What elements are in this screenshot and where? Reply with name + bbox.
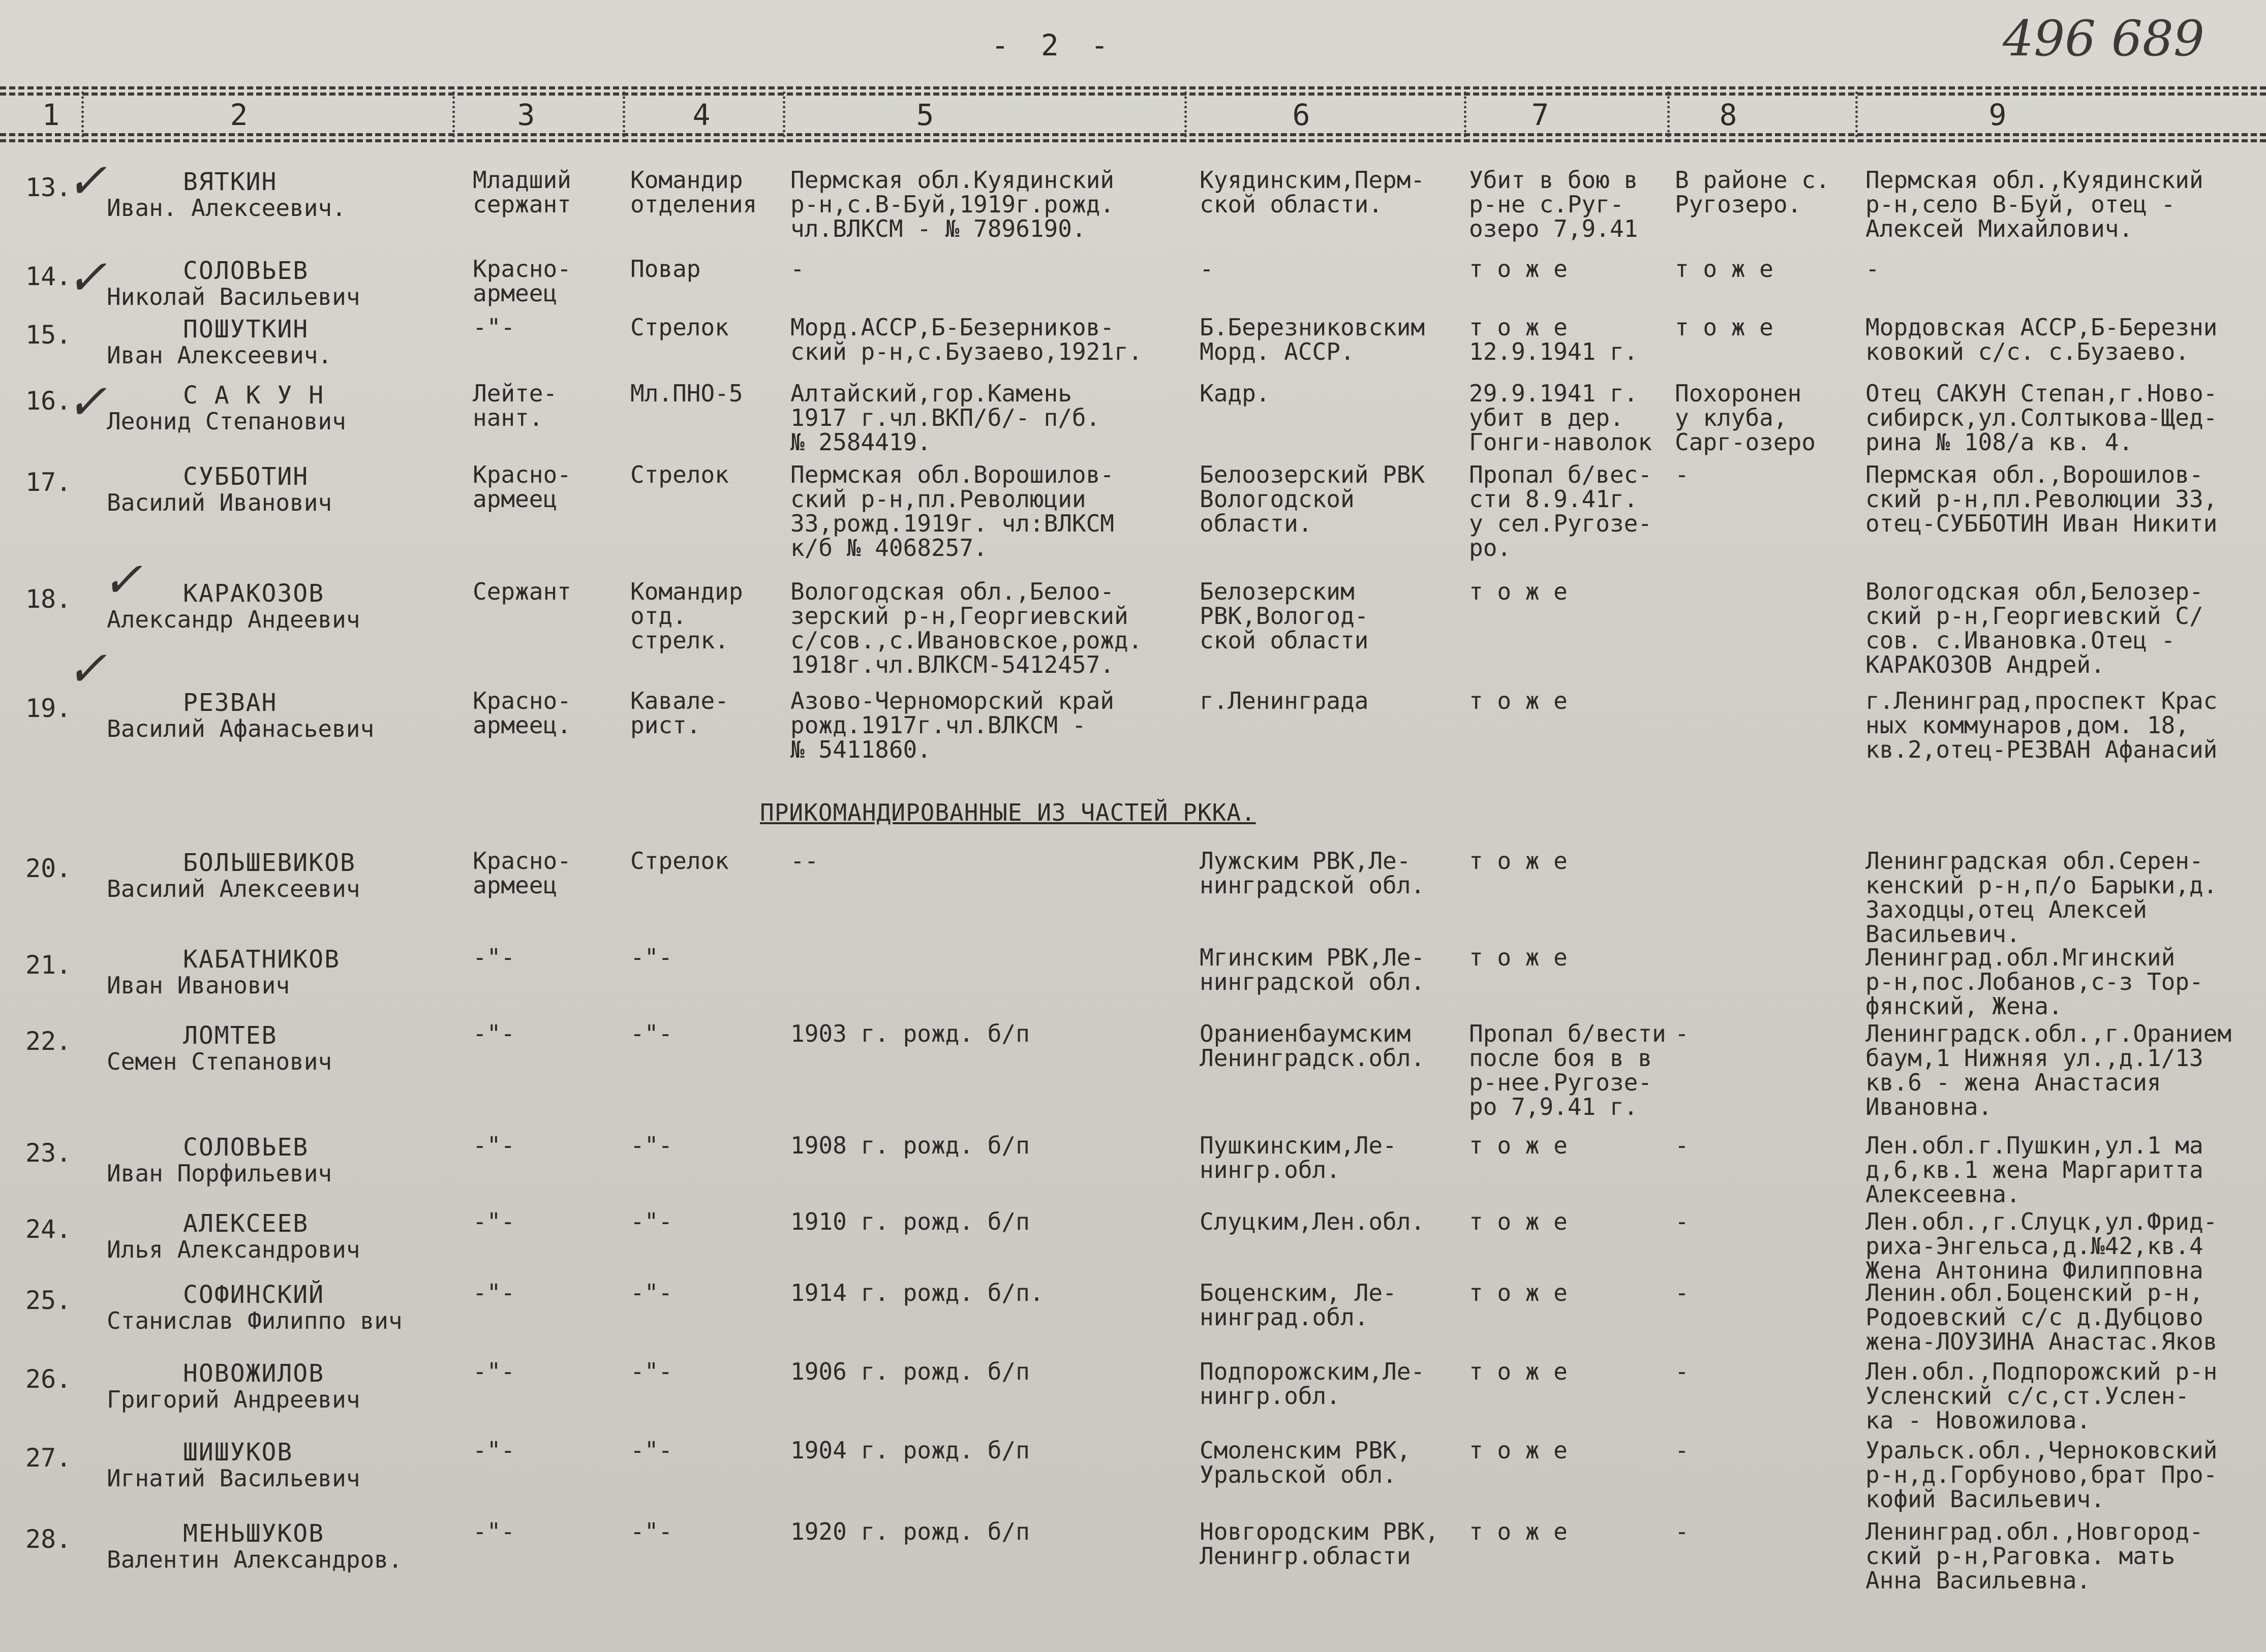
row-relative: Вологодская обл,Белозер- ский р-н,Георгиевский С/ сов. с.Ивановка.Отец - КАРАКОЗОВ Андрей. [1865, 578, 2203, 678]
archive-number: 496 689 [2003, 10, 2204, 67]
row-surname: НОВОЖИЛОВ [183, 1359, 325, 1388]
row-num: 14. [25, 262, 72, 291]
row-birth: 1906 г. рожд. б/п [790, 1358, 1030, 1385]
row-rank: -"- [473, 1437, 515, 1464]
row-relative: Уральск.обл.,Черноковский р-н,д.Горбуново,брат Про- кофий Васильевич. [1865, 1437, 2218, 1513]
check-mark-icon: ✓ [66, 640, 107, 697]
row-given: Василий Афанасьевич [107, 715, 375, 742]
row-position: Командир отделения [630, 166, 757, 218]
column-header: 3 [517, 98, 535, 132]
row-rvk: г.Ленинграда [1200, 687, 1369, 714]
row-rvk: Подпорожским,Ле- нингр.обл. [1200, 1358, 1425, 1410]
row-given: Станислав Филиппо вич [107, 1307, 403, 1334]
row-num: 18. [25, 584, 72, 614]
row-relative: Мордовская АССР,Б-Березни ковокий с/с. с.Бузаево. [1865, 314, 2218, 365]
row-surname: СОФИНСКИЙ [183, 1281, 325, 1309]
row-position: -"- [630, 944, 673, 971]
row-surname: АЛЕКСЕЕВ [183, 1209, 309, 1238]
row-rank: -"- [473, 1358, 515, 1385]
row-fate: Пропал б/вести после боя в в р-нее.Ругозе- ро 7,9.41 г. [1469, 1020, 1666, 1120]
row-fate: Пропал б/вес- сти 8.9.41г. у сел.Ругозе- ро. [1469, 461, 1652, 562]
column-header: 8 [1719, 98, 1737, 132]
row-rvk: Кадр. [1200, 380, 1270, 407]
row-position: Кавале- рист. [630, 687, 729, 739]
row-fate: т о ж е [1469, 578, 1568, 605]
check-mark-icon: ✓ [102, 551, 143, 608]
row-burial: т о ж е [1675, 314, 1773, 341]
row-given: Иван. Алексеевич. [107, 194, 346, 222]
row-given: Иван Иванович [107, 972, 290, 999]
row-fate: т о ж е [1469, 1208, 1568, 1235]
row-num: 17. [25, 467, 72, 497]
row-num: 27. [25, 1443, 72, 1473]
row-given: Илья Александрович [107, 1236, 360, 1263]
row-birth: 1904 г. рожд. б/п [790, 1437, 1030, 1464]
row-given: Василий Алексеевич [107, 875, 360, 902]
row-rank: -"- [473, 1132, 515, 1159]
row-rank: Красно- армеец [473, 461, 571, 513]
row-num: 22. [25, 1026, 72, 1056]
header-rule-bottom-2 [0, 139, 2266, 142]
row-rank: Красно- армеец [473, 847, 571, 899]
row-fate: т о ж е [1469, 1518, 1568, 1545]
row-burial: - [1675, 1437, 1689, 1464]
row-rvk: Смоленским РВК, Уральской обл. [1200, 1437, 1411, 1488]
row-burial: - [1675, 461, 1689, 488]
row-rank: Младший сержант [473, 166, 571, 218]
row-relative: Ленин.обл.Боценский р-н, Родоевский с/с д.Дубцово жена-ЛОУЗИНА Анастас.Яков [1865, 1279, 2218, 1355]
row-birth: 1920 г. рожд. б/п [790, 1518, 1030, 1545]
row-birth: 1908 г. рожд. б/п [790, 1132, 1030, 1159]
row-birth: Азово-Черноморский край рожд.1917г.чл.ВЛКСМ - № 5411860. [790, 687, 1114, 763]
row-given: Валентин Александров. [107, 1546, 403, 1573]
row-rank: Красно- армеец. [473, 687, 571, 739]
row-surname: ВЯТКИН [183, 168, 278, 196]
row-rvk: Новгородским РВК, Ленингр.области [1200, 1518, 1439, 1570]
row-burial: Похоронен у клуба, Сарг-озеро [1675, 380, 1816, 456]
row-relative: Лен.обл.г.Пушкин,ул.1 ма д,6,кв.1 жена Маргаритта Алексеевна. [1865, 1132, 2203, 1208]
header-rule-bottom [0, 133, 2266, 136]
column-header: 9 [1988, 98, 2007, 132]
row-given: Григорий Андреевич [107, 1386, 360, 1413]
column-separator [783, 91, 785, 137]
row-given: Леонид Степанович [107, 408, 346, 435]
row-birth: Алтайский,гор.Камень 1917 г.чл.ВКП/б/- п/б. № 2584419. [790, 380, 1100, 456]
row-surname: КАРАКОЗОВ [183, 579, 325, 608]
row-surname: БОЛЬШЕВИКОВ [183, 849, 356, 877]
row-burial: - [1675, 1279, 1689, 1306]
check-mark-icon: ✓ [66, 373, 107, 430]
row-relative: г.Ленинград,проспект Крас ных коммунаров,дом. 18, кв.2,отец-РЕЗВАН Афанасий [1865, 687, 2218, 763]
row-rank: -"- [473, 1518, 515, 1545]
row-birth: 1903 г. рожд. б/п [790, 1020, 1030, 1047]
row-position: -"- [630, 1279, 673, 1306]
row-rvk: Боценским, Ле- нинград.обл. [1200, 1279, 1397, 1331]
row-num: 13. [25, 173, 72, 202]
row-surname: СОЛОВЬЕВ [183, 1133, 309, 1162]
row-surname: СОЛОВЬЕВ [183, 257, 309, 285]
row-position: Повар [630, 255, 701, 283]
row-rvk: Куядинским,Перм- ской области. [1200, 166, 1425, 218]
row-position: -"- [630, 1208, 673, 1235]
row-position: Мл.ПНО-5 [630, 380, 743, 407]
row-num: 26. [25, 1364, 72, 1394]
column-separator [1667, 91, 1670, 137]
row-rank: Сержант [473, 578, 571, 605]
row-rvk: Белоозерский РВК Вологодской области. [1200, 461, 1425, 537]
row-rank: -"- [473, 944, 515, 971]
row-fate: т о ж е [1469, 1358, 1568, 1385]
row-surname: С А К У Н [183, 381, 325, 410]
row-fate: т о ж е [1469, 847, 1568, 875]
row-num: 15. [25, 320, 72, 350]
header-rule-top [0, 86, 2266, 89]
row-fate: т о ж е [1469, 1437, 1568, 1464]
row-fate: т о ж е [1469, 1132, 1568, 1159]
row-rank: -"- [473, 314, 515, 341]
row-num: 21. [25, 950, 72, 980]
row-position: Стрелок [630, 847, 729, 875]
row-given: Иван Порфильевич [107, 1160, 332, 1187]
row-relative: Пермская обл.,Куядинский р-н,село В-Буй, отец - Алексей Михайлович. [1865, 166, 2203, 242]
row-birth: Вологодская обл.,Белоо- зерский р-н,Георгиевский с/сов.,с.Ивановское,рожд. 1918г.чл.ВЛКСМ-5412457. [790, 578, 1143, 678]
row-position: -"- [630, 1358, 673, 1385]
row-rank: -"- [473, 1279, 515, 1306]
row-surname: ПОШУТКИН [183, 315, 309, 344]
row-rvk: Лужским РВК,Ле- нинградской обл. [1200, 847, 1425, 899]
row-relative: Отец САКУН Степан,г.Ново- сибирск,ул.Солтыкова-Щед- рина № 108/а кв. 4. [1865, 380, 2218, 456]
row-given: Александр Андеевич [107, 606, 360, 633]
row-fate: т о ж е [1469, 687, 1568, 714]
row-num: 23. [25, 1138, 72, 1168]
row-rvk: Ораниенбаумским Ленинградск.обл. [1200, 1020, 1425, 1072]
row-burial: - [1675, 1132, 1689, 1159]
row-surname: РЕЗВАН [183, 689, 278, 717]
row-num: 24. [25, 1214, 72, 1244]
row-birth: Пермская обл.Ворошилов- ский р-н,пл.Революции 33,рожд.1919г. чл:ВЛКСМ к/б № 4068257. [790, 461, 1114, 562]
row-position: -"- [630, 1518, 673, 1545]
section-title: ПРИКОМАНДИРОВАННЫЕ ИЗ ЧАСТЕЙ РККА. [760, 799, 1256, 826]
column-header: 4 [692, 98, 711, 132]
row-birth: -- [790, 847, 819, 875]
row-position: Командир отд. стрелк. [630, 578, 743, 654]
row-surname: МЕНЬШУКОВ [183, 1519, 325, 1548]
row-fate: т о ж е [1469, 944, 1568, 971]
row-rank: Лейте- нант. [473, 380, 558, 431]
row-rvk: Слуцким,Лен.обл. [1200, 1208, 1425, 1235]
row-rank: -"- [473, 1208, 515, 1235]
row-given: Иван Алексеевич. [107, 341, 332, 369]
row-burial: - [1675, 1020, 1689, 1047]
row-birth: 1914 г. рожд. б/п. [790, 1279, 1044, 1306]
column-header: 1 [42, 98, 60, 132]
row-fate: т о ж е 12.9.1941 г. [1469, 314, 1638, 365]
row-burial: - [1675, 1358, 1689, 1385]
row-burial: - [1675, 1208, 1689, 1235]
row-relative: Пермская обл.,Ворошилов- ский р-н,пл.Революции 33, отец-СУББОТИН Иван Никити [1865, 461, 2218, 537]
column-separator [1184, 91, 1187, 137]
row-fate: 29.9.1941 г. убит в дер. Гонги-наволок [1469, 380, 1652, 456]
row-given: Игнатий Васильевич [107, 1464, 360, 1492]
header-rule-top-2 [0, 92, 2266, 96]
row-rank: Красно- армеец [473, 255, 571, 307]
column-separator [623, 91, 625, 137]
row-birth: 1910 г. рожд. б/п [790, 1208, 1030, 1235]
row-given: Николай Васильевич [107, 283, 360, 310]
row-relative: Ленинград.обл.,Новгород- ский р-н,Раговка. мать Анна Васильевна. [1865, 1518, 2203, 1594]
column-separator [452, 91, 455, 137]
row-surname: СУББОТИН [183, 462, 309, 491]
row-relative: Ленинградск.обл.,г.Оранием баум,1 Нижняя ул.,д.1/13 кв.6 - жена Анастасия Ивановна. [1865, 1020, 2232, 1120]
row-relative: Ленинград.обл.Мгинский р-н,пос.Лобанов,с-з Тор- фянский, Жена. [1865, 944, 2203, 1020]
row-surname: ЛОМТЕВ [183, 1021, 278, 1050]
row-num: 19. [25, 694, 72, 723]
row-burial: В районе с. Ругозеро. [1675, 166, 1830, 218]
row-relative: Лен.обл.,г.Слуцк,ул.Фрид- риха-Энгельса,д.№42,кв.4 Жена Антонина Филипповна [1865, 1208, 2218, 1284]
row-relative: - [1865, 255, 1880, 283]
row-surname: КАБАТНИКОВ [183, 945, 340, 974]
row-given: Семен Степанович [107, 1048, 332, 1075]
row-num: 25. [25, 1286, 72, 1315]
row-surname: ШИШУКОВ [183, 1438, 293, 1467]
row-rank: -"- [473, 1020, 515, 1047]
row-position: -"- [630, 1132, 673, 1159]
row-rvk: Белозерским РВК,Вологод- ской области [1200, 578, 1369, 654]
column-separator [1464, 91, 1466, 137]
row-relative: Лен.обл.,Подпорожский р-н Усленский с/с,ст.Услен- ка - Новожилова. [1865, 1358, 2218, 1434]
row-rvk: Б.Березниковским Морд. АССР. [1200, 314, 1425, 365]
row-relative: Ленинградская обл.Серен- кенский р-н,п/о Барыки,д. Заходцы,отец Алексей Васильевич. [1865, 847, 2218, 948]
column-separator [1855, 91, 1858, 137]
row-birth: Морд.АССР,Б-Безерников- ский р-н,с.Бузаево,1921г. [790, 314, 1143, 365]
column-header: 6 [1292, 98, 1310, 132]
row-rvk: Пушкинским,Ле- нингр.обл. [1200, 1132, 1397, 1183]
check-mark-icon: ✓ [66, 249, 107, 306]
row-rvk: Мгинским РВК,Ле- нинградской обл. [1200, 944, 1425, 995]
row-num: 20. [25, 854, 72, 883]
column-header: 5 [916, 98, 934, 132]
row-fate: т о ж е [1469, 255, 1568, 283]
row-fate: Убит в бою в р-не с.Руг- озеро 7,9.41 [1469, 166, 1638, 242]
row-burial: т о ж е [1675, 255, 1773, 283]
row-position: -"- [630, 1437, 673, 1464]
row-burial: - [1675, 1518, 1689, 1545]
check-mark-icon: ✓ [66, 152, 107, 209]
row-position: -"- [630, 1020, 673, 1047]
row-given: Василий Иванович [107, 489, 332, 516]
row-position: Стрелок [630, 461, 729, 488]
row-birth: Пермская обл.Куядинский р-н,с.В-Буй,1919г.рожд. чл.ВЛКСМ - № 7896190. [790, 166, 1114, 242]
row-fate: т о ж е [1469, 1279, 1568, 1306]
row-position: Стрелок [630, 314, 729, 341]
column-header: 2 [230, 98, 248, 132]
column-header: 7 [1531, 98, 1549, 132]
page-number: - 2 - [991, 28, 1116, 63]
row-num: 28. [25, 1524, 72, 1554]
row-num: 16. [25, 386, 72, 416]
row-rvk: - [1200, 255, 1214, 283]
row-birth: - [790, 255, 805, 283]
